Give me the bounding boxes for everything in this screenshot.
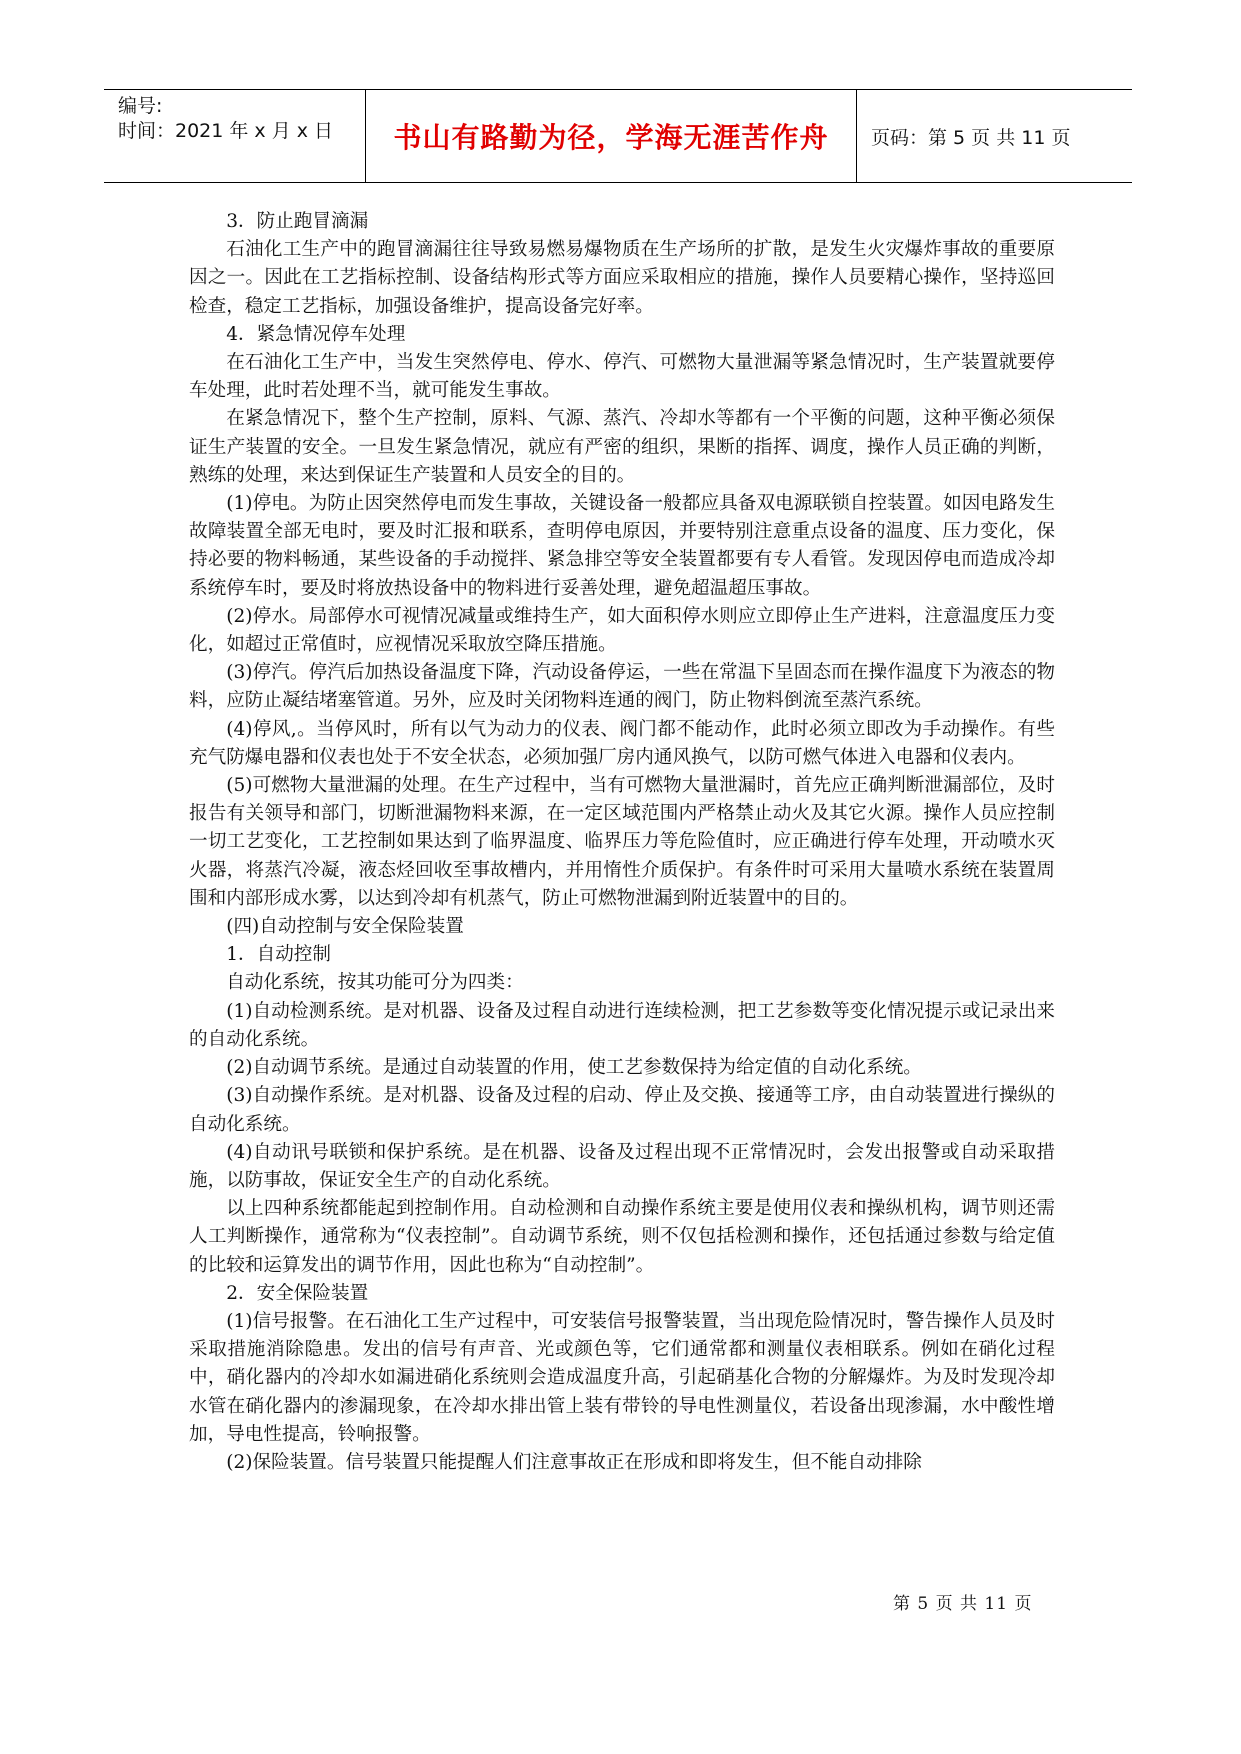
paragraph: 以上四种系统都能起到控制作用。自动检测和自动操作系统主要是使用仪表和操纵机构，调节则还需人工判断操作，通常称为“仪表控制”。自动调节系统，则不仅包括检测和操作，还包括通过参数与给定值的比较和运算发出的调节作用，因此也称为“自动控制”。: [189, 1198, 1055, 1276]
paragraph: 4．紧急情况停车处理: [226, 323, 406, 345]
paragraph: 2．安全保险装置: [226, 1282, 369, 1304]
paragraph: 自动化系统，按其功能可分为四类：: [226, 972, 524, 994]
paragraph: (四)自动控制与安全保险装置: [226, 916, 464, 938]
paragraph: (4)停风,。当停风时，所有以气为动力的仪表、阀门都不能动作，此时必须立即改为手动操作。有些充气防爆电器和仪表也处于不安全状态，必须加强厂房内通风换气，以防可燃气体进入电器和仪表内。: [189, 718, 1055, 768]
document-number-label: 编号:: [118, 95, 163, 117]
header-meta: [104, 90, 366, 182]
paragraph: (1)信号报警。在石油化工生产过程中，可安装信号报警装置，当出现危险情况时，警告操作人员及时采取措施消除隐患。发出的信号有声音、光或颜色等，它们通常都和测量仪表相联系。例如在硝化过程中，硝化器内的冷却水如漏进硝化系统则会造成温度升高，引起硝基化合物的分解爆炸。为及时发现冷却水管在硝化器内的渗漏现象，在冷却水排出管上装有带铃的导电性测量仪，若设备出现渗漏，水中酸性增加，导电性提高，铃响报警。: [189, 1310, 1055, 1445]
paragraph: 3．防止跑冒滴漏: [226, 211, 369, 232]
paragraph: (2)保险装置。信号装置只能提醒人们注意事故正在形成和即将发生，但不能自动排除: [226, 1451, 922, 1473]
paragraph: (4)自动讯号联锁和保护系统。是在机器、设备及过程出现不正常情况时，会发出报警或自动采取措施，以防事故，保证安全生产的自动化系统。: [189, 1141, 1055, 1191]
header-page-label: 页码：第 5 页 共 11 页: [871, 126, 1071, 149]
paragraph: 石油化工生产中的跑冒滴漏往往导致易燃易爆物质在生产场所的扩散，是发生火灾爆炸事故的重要原因之一。因此在工艺指标控制、设备结构形式等方面应采取相应的措施，操作人员要精心操作，坚持巡回检查，稳定工艺指标，加强设备维护，提高设备完好率。: [189, 239, 1055, 317]
paragraph: (3)自动操作系统。是对机器、设备及过程的启动、停止及交换、接通等工序，由自动装置进行操纵的自动化系统。: [189, 1085, 1055, 1135]
paragraph: 1．自动控制: [226, 944, 331, 966]
document-time-label: 时间：2021 年 x 月 x 日: [118, 120, 334, 142]
document-body: [189, 208, 1055, 1477]
paragraph: 在紧急情况下，整个生产控制，原料、气源、蒸汽、冷却水等都有一个平衡的问题，这种平衡必须保证生产装置的安全。一旦发生紧急情况，就应有严密的组织，果断的指挥、调度，操作人员正确的判断，熟练的处理，来达到保证生产装置和人员安全的目的。: [189, 408, 1055, 486]
paragraph: (3)停汽。停汽后加热设备温度下降，汽动设备停运，一些在常温下呈固态而在操作温度下为液态的物料，应防止凝结堵塞管道。另外，应及时关闭物料连通的阀门，防止物料倒流至蒸汽系统。: [189, 662, 1055, 712]
page-header: [104, 89, 1132, 183]
paragraph: (2)自动调节系统。是通过自动装置的作用，使工艺参数保持为给定值的自动化系统。: [226, 1057, 922, 1079]
paragraph: 在石油化工生产中，当发生突然停电、停水、停汽、可燃物大量泄漏等紧急情况时，生产装置就要停车处理，此时若处理不当，就可能发生事故。: [189, 352, 1055, 402]
paragraph: (1)停电。为防止因突然停电而发生事故，关键设备一般都应具备双电源联锁自控装置。如因电路发生故障装置全部无电时，要及时汇报和联系，查明停电原因，并要特别注意重点设备的温度、压力变化，保持必要的物料畅通，某些设备的手动搅拌、紧急排空等安全装置都要有专人看管。发现因停电而造成冷却系统停车时，要及时将放热设备中的物料进行妥善处理，避免超温超压事故。: [189, 493, 1055, 599]
paragraph: (1)自动检测系统。是对机器、设备及过程自动进行连续检测，把工艺参数等变化情况提示或记录出来的自动化系统。: [189, 1000, 1055, 1050]
page-footer: 第 5 页 共 11 页: [893, 1594, 1033, 1614]
header-motto: 书山有路勤为径，学海无涯苦作舟: [366, 90, 857, 182]
paragraph: (5)可燃物大量泄漏的处理。在生产过程中，当有可燃物大量泄漏时，首先应正确判断泄漏部位，及时报告有关领导和部门，切断泄漏物料来源，在一定区域范围内严格禁止动火及其它火源。操作人员应控制一切工艺变化，工艺控制如果达到了临界温度、临界压力等危险值时，应正确进行停车处理，开动喷水灭火器，将蒸汽冷凝，液态烃回收至事故槽内，并用惰性介质保护。有条件时可采用大量喷水系统在装置周围和内部形成水雾，以达到冷却有机蒸气，防止可燃物泄漏到附近装置中的目的。: [189, 775, 1055, 909]
paragraph: (2)停水。局部停水可视情况减量或维持生产，如大面积停水则应立即停止生产进料，注意温度压力变化，如超过正常值时，应视情况采取放空降压措施。: [189, 605, 1055, 656]
